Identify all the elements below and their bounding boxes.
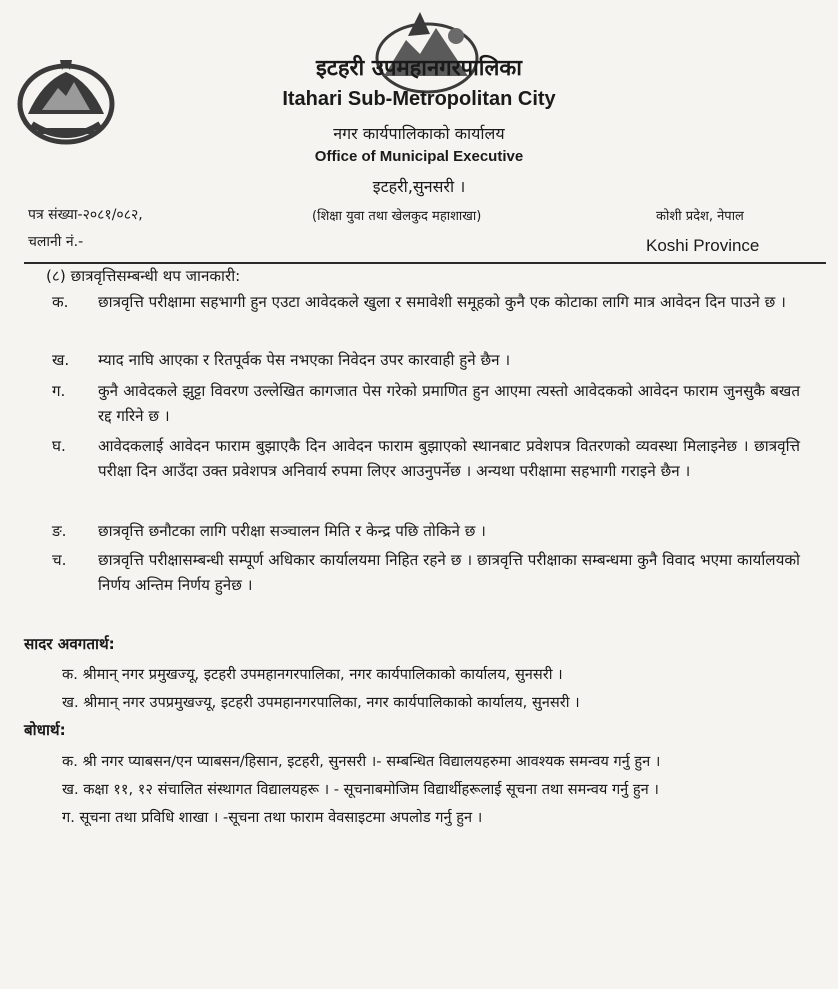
cc-recipient: [62, 777, 659, 802]
list-text: म्याद नाघि आएका र रितपूर्वक पेस नभएका निवेदन उपर कारवाही हुने छैन ।: [98, 351, 511, 369]
list-text: छात्रवृत्ति परीक्षासम्बन्धी सम्पूर्ण अधिकार कार्यालयमा निहित रहने छ । छात्रवृत्ति परीक्षाका सम्बन्धमा कुनै विवाद भएमा कार्यालयको निर्णय अन्तिम निर्णय हुनेछ ।: [98, 551, 800, 594]
list-marker: ख.: [52, 351, 70, 369]
info-label: सादर अवगतार्थ:: [24, 635, 115, 653]
province-en: Koshi Province: [646, 236, 760, 255]
recipient-text: श्री नगर प्याबसन/एन प्याबसन/हिसान, इटहरी, सुनसरी ।- सम्बन्धित विद्यालयहरुमा आवश्यक समन्वय गर्नु हुन ।: [82, 753, 661, 770]
list-marker: ङ.: [52, 522, 67, 540]
list-marker: ग.: [62, 809, 75, 826]
list-item: [52, 434, 800, 484]
list-marker: क.: [62, 666, 78, 683]
office-title-np: इटहरी उपमहानगरपालिका: [315, 56, 522, 81]
cc-label: बोधार्थ:: [24, 721, 66, 739]
municipal-emblem-icon: [368, 6, 486, 96]
reference-number: पत्र संख्या-२०८१/०८२,: [28, 207, 143, 223]
info-recipient: [62, 662, 563, 687]
province-np: कोशी प्रदेश, नेपाल: [656, 209, 744, 224]
list-item: [52, 290, 800, 315]
list-text: कुनै आवेदकले झुट्टा विवरण उल्लेखित कागजात पेस गरेको प्रमाणित हुन आएमा त्यस्तो आवेदकको आवेदन फाराम जुनसुकै बखत रद्द गरिने छ ।: [98, 382, 800, 425]
list-marker: ग.: [52, 382, 66, 400]
list-item: [52, 519, 800, 544]
cc-recipient: [62, 805, 482, 830]
list-text: छात्रवृत्ति परीक्षामा सहभागी हुन एउटा आवेदकले खुला र समावेशी समूहको कुनै एक कोटाका लागि मात्र आवेदन दिन पाउने छ ।: [98, 293, 786, 311]
dispatch-number: चलानी नं.-: [28, 234, 84, 250]
list-marker: च.: [52, 551, 67, 569]
recipient-text: श्रीमान् नगर प्रमुखज्यू, इटहरी उपमहानगरपालिका, नगर कार्यपालिकाको कार्यालय, सुनसरी ।: [82, 666, 563, 683]
list-text: आवेदकलाई आवेदन फाराम बुझाएकै दिन आवेदन फाराम बुझाएको स्थानबाट प्रवेशपत्र वितरणको व्यवस्था मिलाइनेछ । छात्रवृत्ति परीक्षा दिन आउँदा उक्त प्रवेशपत्र अनिवार्य रुपमा लिएर आउनुपर्नेछ । अन्यथा परीक्षामा सहभागी गराइने छैन ।: [98, 437, 800, 480]
recipient-text: श्रीमान् नगर उपप्रमुखज्यू, इटहरी उपमहानगरपालिका, नगर कार्यपालिकाको कार्यालय, सुनसरी ।: [83, 694, 580, 711]
recipient-text: सूचना तथा प्रविधि शाखा । -सूचना तथा फाराम वेवसाइटमा अपलोड गर्नु हुन ।: [79, 809, 483, 826]
list-marker: ख.: [62, 781, 79, 798]
office-subtitle-en: Office of Municipal Executive: [314, 148, 524, 165]
list-item: [52, 548, 800, 598]
list-marker: क.: [62, 753, 78, 770]
cc-recipient: [62, 749, 660, 774]
recipient-text: कक्षा ११, १२ संचालित संस्थागत विद्यालयहरू । - सूचनाबमोजिम विद्यार्थीहरूलाई सूचना तथा समन्वय गर्नु हुन ।: [83, 781, 659, 798]
list-marker: ख.: [62, 694, 79, 711]
office-subtitle-np: नगर कार्यपालिकाको कार्यालय: [333, 124, 505, 143]
list-marker: घ.: [52, 437, 66, 455]
list-item: [52, 348, 800, 373]
list-text: छात्रवृत्ति छनौटका लागि परीक्षा सञ्चालन मिति र केन्द्र पछि तोकिने छ ।: [98, 522, 486, 540]
list-marker: क.: [52, 293, 69, 311]
info-recipient: [62, 690, 580, 715]
office-title-en: Itahari Sub-Metropolitan City: [282, 88, 556, 110]
section-title: (८) छात्रवृत्तिसम्बन्धी थप जानकारी:: [46, 267, 241, 285]
office-address: इटहरी,सुनसरी ।: [372, 177, 466, 196]
list-item: [52, 379, 800, 429]
department-name: (शिक्षा युवा तथा खेलकुद महाशाखा): [312, 209, 482, 224]
